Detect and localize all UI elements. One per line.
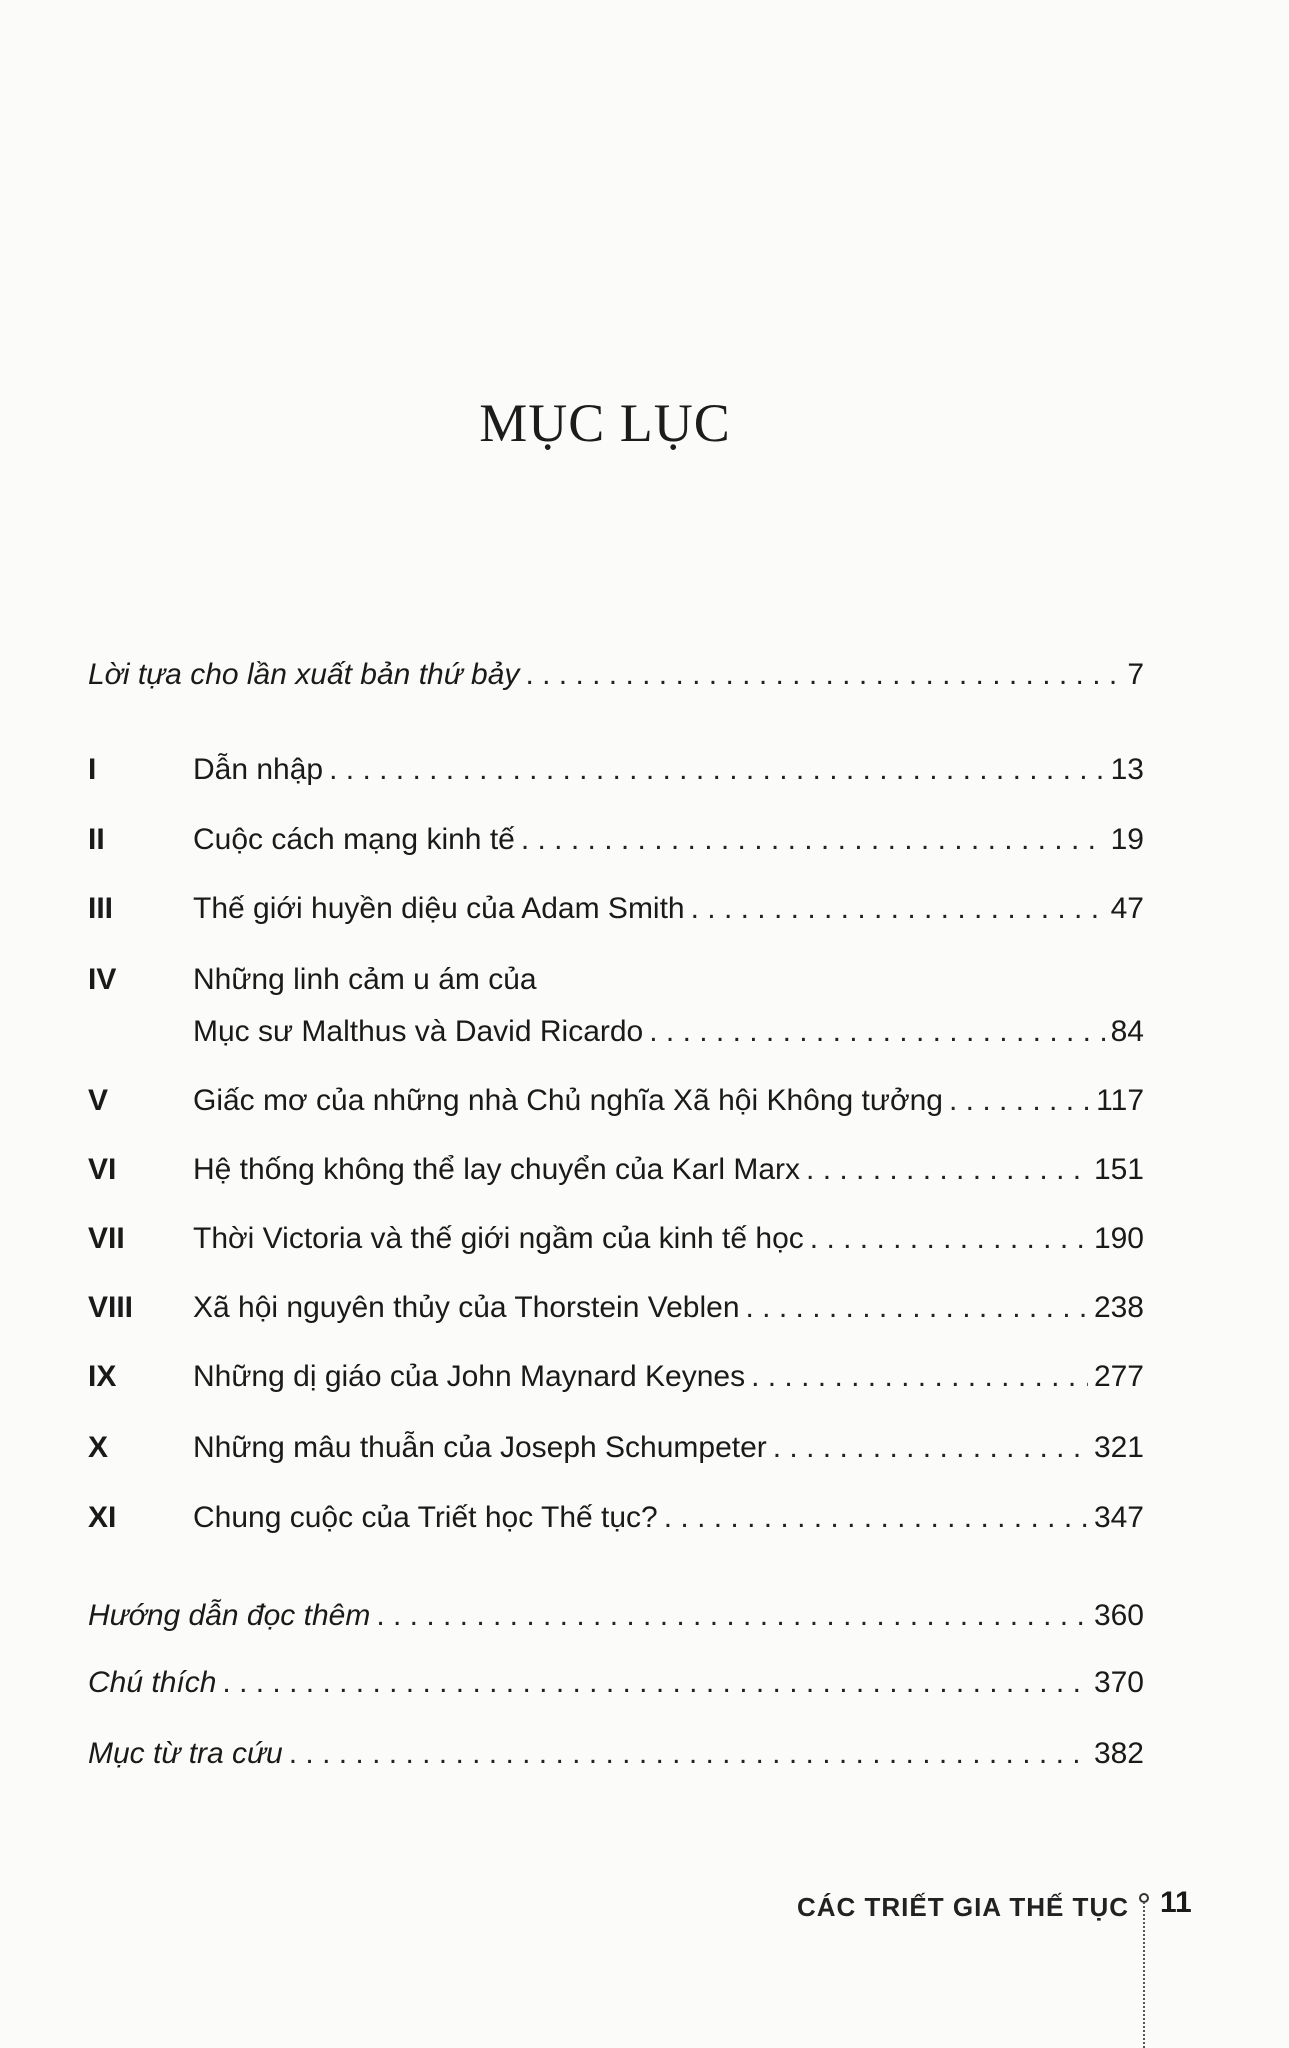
dot-leader (222, 1663, 1088, 1703)
chapter-number: III (88, 892, 114, 925)
dot-leader (810, 1219, 1088, 1259)
dot-leader (289, 1734, 1088, 1774)
toc-label-continued: Mục sư Malthus và David Ricardo (193, 1015, 644, 1048)
footer-dotted-divider (1143, 1902, 1145, 2048)
toc-label: Thời Victoria và thế giới ngầm của kinh tế học (193, 1222, 804, 1255)
toc-entry-back-matter[interactable] (88, 1663, 1144, 1703)
running-footer-title: CÁC TRIẾT GIA THẾ TỤC (796, 1892, 1129, 1922)
dot-leader (773, 1428, 1088, 1468)
toc-entry-chapter[interactable] (88, 1081, 1144, 1121)
toc-entry-chapter[interactable] (88, 1288, 1144, 1328)
toc-page: 382 (1093, 1737, 1144, 1770)
toc-entry-chapter[interactable] (88, 1498, 1144, 1538)
toc-label: Chung cuộc của Triết học Thế tục? (193, 1501, 658, 1534)
dot-leader (949, 1081, 1090, 1121)
dot-leader (329, 750, 1105, 790)
dot-leader (664, 1498, 1088, 1538)
dot-leader (691, 889, 1105, 929)
dot-leader (521, 820, 1105, 860)
toc-page: 7 (1127, 658, 1144, 691)
toc-label: Chú thích (88, 1666, 217, 1699)
chapter-number: I (88, 753, 97, 786)
toc-page: 19 (1110, 823, 1144, 856)
toc-page: 190 (1093, 1222, 1144, 1255)
toc-entry-chapter[interactable] (88, 820, 1144, 860)
toc-entry-chapter[interactable] (88, 889, 1144, 929)
toc-entry-chapter[interactable] (88, 1357, 1144, 1397)
toc-label: Hướng dẫn đọc thêm (88, 1599, 371, 1632)
toc-page: 238 (1093, 1291, 1144, 1324)
chapter-number: VII (88, 1222, 125, 1255)
toc-entry-chapter[interactable] (88, 1150, 1144, 1190)
toc-page: 13 (1110, 753, 1144, 786)
toc-label: Xã hội nguyên thủy của Thorstein Veblen (193, 1291, 740, 1324)
page-number: 11 (1160, 1886, 1192, 1919)
toc-label: Những dị giáo của John Maynard Keynes (193, 1360, 746, 1393)
dot-leader (806, 1150, 1088, 1190)
toc-page: 277 (1093, 1360, 1144, 1393)
chapter-number: XI (88, 1501, 117, 1534)
dot-leader (649, 1012, 1104, 1052)
toc-entry-chapter[interactable] (88, 1219, 1144, 1259)
toc-label: Những mâu thuẫn của Joseph Schumpeter (193, 1431, 767, 1464)
chapter-number: VI (88, 1153, 117, 1186)
toc-page: 84 (1110, 1015, 1144, 1048)
chapter-number: IV (88, 963, 117, 996)
toc-label: Cuộc cách mạng kinh tế (193, 823, 515, 856)
toc-page: 347 (1093, 1501, 1144, 1534)
dot-leader (746, 1288, 1088, 1328)
toc-entry-preface[interactable] (88, 655, 1144, 695)
chapter-number: IX (88, 1360, 117, 1393)
toc-entry-chapter[interactable] (88, 1428, 1144, 1468)
toc-entry-back-matter[interactable] (88, 1734, 1144, 1774)
toc-label: Thế giới huyền diệu của Adam Smith (193, 892, 685, 925)
dot-leader (751, 1357, 1088, 1397)
toc-entry-back-matter[interactable] (88, 1596, 1144, 1636)
toc-page: 151 (1093, 1153, 1144, 1186)
toc-entry-chapter[interactable] (88, 750, 1144, 790)
chapter-number: X (88, 1431, 109, 1464)
toc-label: Lời tựa cho lần xuất bản thứ bảy (88, 658, 520, 691)
toc-label: Hệ thống không thể lay chuyển của Karl Marx (193, 1153, 801, 1186)
toc-page: 47 (1110, 892, 1144, 925)
chapter-number: II (88, 823, 105, 856)
toc-label: Những linh cảm u ám của (193, 963, 537, 996)
toc-label: Dẫn nhập (193, 753, 324, 786)
toc-page: 360 (1093, 1599, 1144, 1632)
toc-label: Mục từ tra cứu (88, 1737, 283, 1770)
page-title: MỤC LỤC (479, 393, 731, 453)
chapter-number: V (88, 1084, 109, 1117)
chapter-number: VIII (88, 1291, 134, 1324)
toc-label: Giấc mơ của những nhà Chủ nghĩa Xã hội Không tưởng (193, 1084, 943, 1117)
dot-leader (525, 655, 1121, 695)
toc-page: 370 (1093, 1666, 1144, 1699)
toc-entry-chapter-line1[interactable] (88, 960, 1144, 1000)
dot-leader (376, 1596, 1088, 1636)
toc-page: 321 (1093, 1431, 1144, 1464)
toc-page: 117 (1096, 1084, 1144, 1117)
toc-entry-chapter-line2[interactable] (193, 1012, 1144, 1052)
